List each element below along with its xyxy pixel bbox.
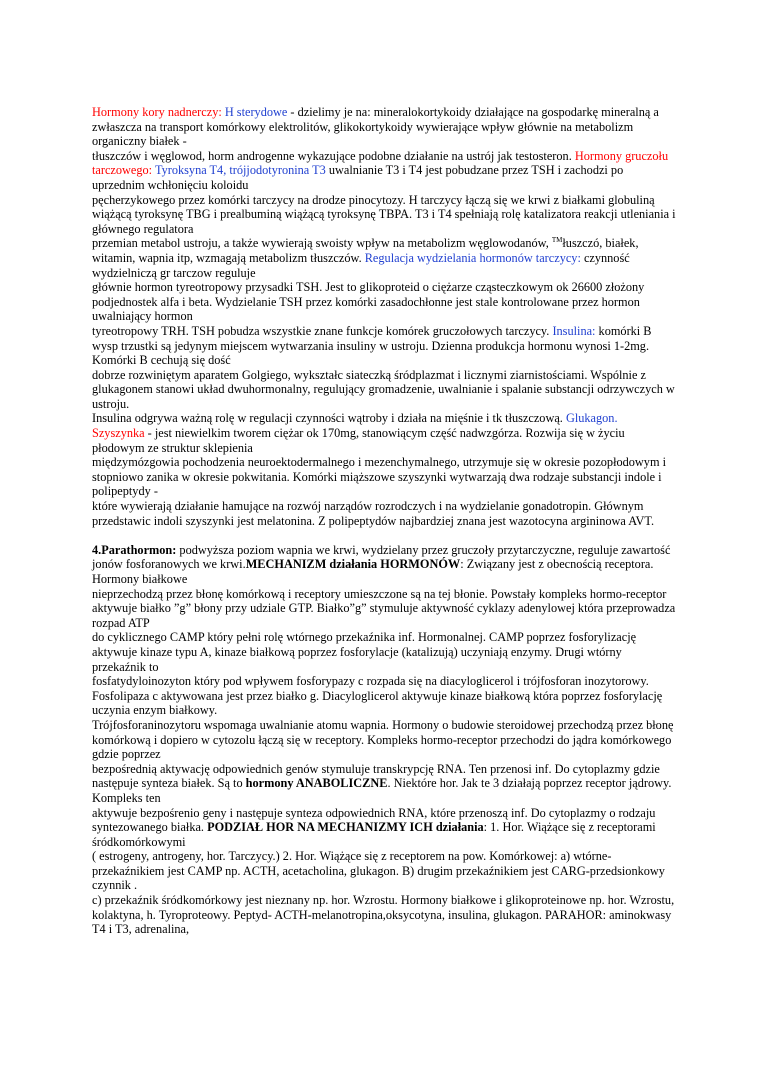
heading-thyroid-hormones: Hormony gruczołu tarczowego:: [92, 148, 669, 178]
text: - jest niewielkim tworem ciężar ok 170mg, stanowiącym część nadwzgórza. Rozwija się w życiu płodowym ze struktur sklepienia: [92, 426, 625, 455]
paragraph: [92, 762, 677, 806]
highlight-t4-t3: Tyroksyna T4, trójjodotyronina T3: [154, 163, 326, 178]
highlight-insulin: Insulina:: [552, 323, 596, 338]
text: głównie hormon tyreotropowy przysadki TSH. Jest to glikoproteid o ciężarze cząsteczkowym ok 26600 złożony podjednostek alfa i beta. Wydzielanie TSH przez komórki zasadochłonne jest stale kontrolowane przez hormon uwalniający hormon: [92, 280, 645, 324]
text: Trójfosforaninozytoru wspomaga uwalnianie atomu wapnia. Hormony o budowie steroidowej przechodzą przez błonę komórkową i dopiero w cytozolu łączą się w receptory. Kompleks hormo-receptor przechodzi do jądra komórkowego gdzie poprzez: [92, 717, 674, 762]
text: bezpośrednią aktywację odpowiednich genów stymuluje transkrypcję RNA. Ten przenosi inf. Do cytoplazmy gdzie następuje synteza białek. Są to: [92, 761, 660, 791]
paragraph-gap: [92, 528, 677, 543]
paragraph: [92, 849, 677, 893]
heading-mechanism: MECHANIZM działania HORMONÓW: [245, 557, 461, 572]
text: międzymózgowia pochodzenia neuroektodermalnego i mezenchymalnego, utrzymuje się w okresie pozopłodowym i stopniowo zanika w okresie pokwitania. Komórki miąższowe szyszynki wytwarzają dwa rodzaje substancji indole i polipeptydy -: [92, 455, 667, 499]
text: - dzielimy je na: mineralokortykoidy działające na gospodarkę mineralną a zwłaszcza na transport komórkowy elektrolitów, glikokortykoidy wywierające wpływ głównie na metabolizm organiczny białek -: [92, 105, 659, 149]
paragraph: [92, 324, 677, 368]
text: fosfatydyloinozyton który pod wpływem fosforypazy c rozpada się na diacyloglicerol i trójfosforan inozytorowy. Fosfolipaza c aktywowana jest przez białko g. Diacyloglicerol aktywuje kinaze białkową która poprzez fosforylację uczynia enzym białkowy.: [92, 674, 663, 718]
text: podwyższa poziom wapnia we krwi, wydzielany przez gruczoły przytarczyczne, reguluje zawartość jonów fosforanowych we krwi.: [92, 542, 671, 572]
paragraph: [92, 718, 677, 762]
paragraph: [92, 368, 677, 412]
paragraph: [92, 149, 677, 193]
bold-anabolic: hormony ANABOLICZNE: [245, 776, 388, 791]
paragraph: [92, 543, 677, 587]
paragraph: [92, 630, 677, 674]
text: komórki B wysp trzustki są jedynym miejscem wytwarzania insuliny w ustroju. Dzienna produkcja hormonu wynosi 1-2mg. Komórki B cechują się dość: [92, 323, 652, 368]
paragraph: [92, 806, 677, 850]
text: które wywierają działanie hamujące na rozwój narządów rozrodczych i na wydzielanie gonadotropin. Głównym przedstawic indoli szyszynki jest melatonina. Z polipeptydów najbardziej znana jest wazotocyna argininowa AVT.: [92, 499, 655, 528]
paragraph: [92, 893, 677, 937]
paragraph: [92, 193, 677, 237]
highlight-thyroid-regulation: Regulacja wydzielania hormonów tarczycy:: [364, 250, 581, 265]
text: tłuszczów i węglowod, horm androgenne wykazujące podobne działanie na ustrój jak testosteron.: [92, 148, 575, 163]
text: łuszczó, białek, witamin, wapnia itp, wzmagają metabolizm tłuszczów.: [92, 236, 639, 265]
text: aktywuje bezpośrenio geny i następuje synteza odpowiednich RNA, które przenoszą inf. Do cytoplazmy o rodzaju syntezowanego białka.: [92, 805, 656, 835]
paragraph: [92, 426, 677, 455]
text: : Związany jest z obecnością receptora. Hormony białkowe: [92, 557, 654, 586]
heading-parathormone: 4.Parathormon:: [92, 542, 177, 557]
paragraph: [92, 236, 677, 280]
text: : 1. Hor. Wiążące się z receptorami śródkomórkowymi: [92, 820, 656, 849]
text: Insulina odgrywa ważną rolę w regulacji czynności wątroby i działa na mięśnie i tk tłuszczową.: [92, 411, 566, 426]
heading-classification: PODZIAŁ HOR NA MECHANIZMY ICH działania: [207, 820, 484, 835]
text: nieprzechodzą przez błonę komórkową i receptory umieszczone są na tej błonie. Powstały kompleks hormo-receptor aktywuje białko ”g” błony przy udziale GTP. Białko”g” stymuluje aktywność cyklazy adenylowej która przeprowadza rozpad ATP: [92, 586, 676, 630]
text: pęcherzykowego przez komórki tarczycy na drodze pinocytozy. H tarczycy łączą się we krwi z białkami globuliną wiążącą tyroksynę TBG i prealbuminą wiążącą tyroksynę TBPA. T3 i T4 spełniają rolę katalizatora reakcji utleniania i głównego regulatora: [92, 192, 676, 236]
heading-pineal: Szyszynka: [92, 426, 145, 441]
paragraph: [92, 455, 677, 499]
text: uwalnianie T3 i T4 jest pobudzane przez TSH i zachodzi po uprzednim wchłonięciu koloidu: [92, 163, 624, 192]
paragraph: [92, 674, 677, 718]
paragraph: [92, 280, 677, 324]
text: tyreotropowy TRH. TSH pobudza wszystkie znane funkcje komórek gruczołowych tarczycy.: [92, 323, 553, 338]
highlight-steroid: H sterydowe: [224, 105, 288, 119]
paragraph: [92, 411, 677, 426]
paragraph: [92, 587, 677, 631]
paragraph: [92, 499, 677, 528]
text: dobrze rozwiniętym aparatem Golgiego, wykształc siateczką śródplazmat i licznymi ziarnistościami. Wspólnie z glukagonem stanowi układ dwuhormonalny, regulujący gromadzenie, uwalnianie i spalanie substancji odrzywczych w ustroju.: [92, 367, 675, 411]
text: ( estrogeny, antrogeny, hor. Tarczycy.) 2. Hor. Wiążące się z receptorem na pow. Komórkowej: a) wtórne-przekaźnikiem jest CAMP np. ACTH, acetacholina, glukagon. B) drugim przekaźnikiem jest CARG-przedsionkowy czynnik .: [92, 849, 665, 893]
text: c) przekaźnik śródkomórkowy jest nieznany np. hor. Wzrostu. Hormony białkowe i glikoproteinowe np. hor. Wzrostu, kolaktyna, h. Tyroproteowy. Peptyd- ACTH-melanotropina,oksycotyna, insulina, glukagon. PARAHOR: aminokwasy T4 i T3, adrenalina,: [92, 893, 675, 937]
text: . Niektóre hor. Jak te 3 działają poprzez receptor jądrowy. Kompleks ten: [92, 776, 672, 805]
text: czynność wydzielniczą gr tarczow reguluje: [92, 250, 630, 280]
paragraph: [92, 105, 677, 149]
document-page: [92, 105, 677, 937]
superscript: TM: [551, 236, 563, 245]
text: przemian metabol ustroju, a także wywierają swoisty wpływ na metabolizm węglowodanów,: [92, 236, 552, 251]
text: do cyklicznego CAMP który pełni rolę wtórnego przekaźnika inf. Hormonalnej. CAMP poprzez fosforylizację aktywuje kinaze typu A, kinaze białkową poprzez fosforylacje (katalizują) uczyniają enzymy. Drugi wtórny przekaźnik to: [92, 630, 637, 674]
highlight-glucagon: Glukagon.: [565, 411, 618, 426]
heading-adrenal-hormones: Hormony kory nadnerczy:: [92, 105, 222, 119]
